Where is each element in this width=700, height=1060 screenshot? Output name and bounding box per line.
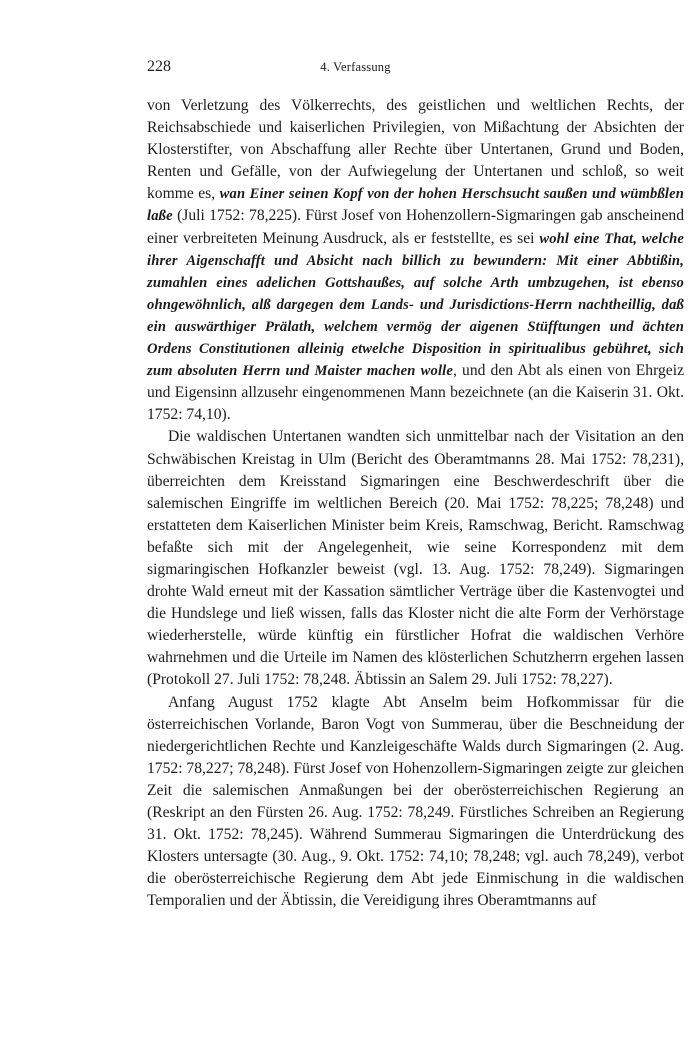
paragraph (147, 426, 684, 691)
text-run: Anfang August 1752 klagte Abt Anselm beim Hofkommissar für die österreichischen Vorlande, Baron Vogt von Summerau, über die Beschneidung der niedergerichtlichen Rechte und Kanzleigeschäfte Walds durch Sigmaringen (2. Aug. 1752: 78,227; 78,248). Fürst Josef von Hohenzollern-Sigmaringen zeigte zur gleichen Zeit die salemischen Anmaßungen bei der oberösterreichischen Regierung an (Reskript an den Fürsten 26. Aug. 1752: 78,249. Fürstliches Schreiben an Regierung 31. Okt. 1752: 78,245). Während Summerau Sigmaringen die Unterdrückung des Klosters untersagte (30. Aug., 9. Okt. 1752: 74,10; 78,248; vgl. auch 78,249), verbot die oberösterreichische Regierung dem Abt jede Einmischung in die waldischen Temporalien und der Äbtissin, die Vereidigung ihres Oberamtmanns auf (147, 693, 685, 910)
page-header (147, 58, 564, 80)
paragraph (147, 692, 684, 913)
page-number: 228 (147, 58, 171, 75)
italic-quote: wohl eine That, welche ihrer Aigenschafft und Absicht nach billich zu bewundern: Mit einer Abbtißin, zumahlen eines adelichen Gottshaußes, auf solche Arth umbzugehen, ist ebenso ohngewöhnlich, alß dargegen dem Lands- und Jurisdictions-Herrn nachtheillig, daß ein auswärthiger Prälath, welchem vermög der aigenen Stüfftungen und ächten Ordens Constitutionen alleinig etwelche Disposition in spiritualibus gebühret, sich zum absoluten Herrn und Maister machen wolle (147, 230, 684, 380)
text-run: , und den Abt als einen von Ehrgeiz und Eigensinn allzusehr eingenommenen Mann bezeichnete (an die Kaiserin 31. Okt. 1752: 74,10). (147, 362, 684, 424)
text-run: Die waldischen Untertanen wandten sich unmittelbar nach der Visitation an den Schwäbischen Kreistag in Ulm (Bericht des Oberamtmanns 28. Mai 1752: 78,231), überreichten dem Kreisstand Sigmaringen eine Beschwerdeschrift über die salemischen Eingriffe im weltlichen Bereich (20. Mai 1752: 78,225; 78,248) und erstatteten dem Kaiserlichen Minister beim Kreis, Ramschwag, Bericht. Ramschwag befaßte sich mit der Angelegenheit, wie seine Korrespondenz mit dem sigmaringischen Hofkanzler beweist (vgl. 13. Aug. 1752: 78,249). Sigmaringen drohte Wald erneut mit der Kassation sämtlicher Verträge über die Kastenvogtei und die Hundslege und ließ wissen, falls das Kloster nicht die alte Form der Verhörstage wiederherstelle, würde künftig ein fürstlicher Hofrat die waldischen Verhöre wahrnehmen und die Urteile im Namen des klösterlichen Schutzherrn ergehen lassen (Protokoll 27. Juli 1752: 78,248. Äbtissin an Salem 29. Juli 1752: 78,227). (147, 428, 684, 689)
body-text (147, 95, 684, 912)
text-run: von Verletzung des Völkerrechts, des geistlichen und weltlichen Rechts, der Reichsabschiede und kaiserlichen Privilegien, von Mißachtung der Absichten der Klosterstifter, von Abschaffung aller Rechte über Untertanen, Grund und Boden, Renten und Gefälle, von der Aufwiegelung der Untertanen und schloß, so weit komme es, (147, 97, 684, 203)
text-run: (Juli 1752: 78,225). Fürst Josef von Hohenzollern-Sigmaringen gab anscheinend einer verbreiteten Meinung Ausdruck, als er feststellte, es sei (147, 207, 684, 247)
paragraph (147, 95, 684, 426)
running-head: 4. Verfassung (320, 60, 391, 74)
italic-quote: wan Einer seinen Kopf von der hohen Herschsucht saußen und wümbßlen laße (147, 186, 684, 225)
